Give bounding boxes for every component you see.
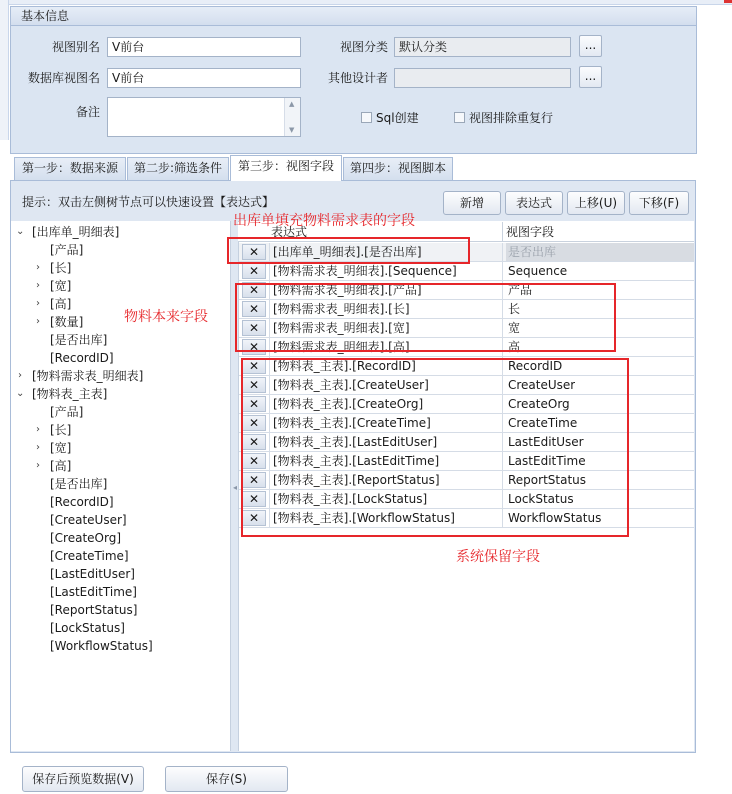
expression-cell[interactable]: [物料表_主表].[LastEditTime] — [273, 454, 440, 468]
tree-node[interactable]: [是否出库] — [50, 477, 108, 491]
tree-node[interactable]: [LastEditTime] — [50, 585, 137, 599]
field-tree[interactable] — [11, 221, 231, 751]
view-field-cell[interactable]: Sequence — [508, 264, 568, 278]
expression-button[interactable]: 表达式 — [505, 191, 563, 215]
delete-row-icon[interactable]: ✕ — [242, 244, 266, 260]
delete-row-icon[interactable]: ✕ — [242, 472, 266, 488]
expression-cell[interactable]: [物料表_主表].[LastEditUser] — [273, 435, 438, 449]
delete-row-icon[interactable]: ✕ — [242, 282, 266, 298]
delete-row-icon[interactable]: ✕ — [242, 301, 266, 317]
tree-node[interactable]: [RecordID] — [50, 495, 114, 509]
tree-node[interactable]: [宽] — [50, 279, 72, 293]
expression-cell[interactable]: [物料表_主表].[CreateUser] — [273, 378, 429, 392]
view-field-cell[interactable]: 是否出库 — [506, 243, 694, 261]
other-designer-picker-button[interactable]: ... — [579, 66, 602, 88]
tree-node[interactable]: [RecordID] — [50, 351, 114, 365]
add-button[interactable]: 新增 — [443, 191, 501, 215]
chevron-right-icon[interactable]: › — [36, 442, 40, 453]
remark-label: 备注 — [75, 105, 100, 119]
tree-node[interactable]: [长] — [50, 423, 72, 437]
annotation-system-fields-box — [241, 358, 629, 537]
tab-data-source[interactable]: 第一步：数据来源 — [14, 157, 126, 180]
expression-cell[interactable]: [物料表_主表].[CreateOrg] — [273, 397, 424, 411]
basic-info-header: 基本信息 — [10, 6, 697, 26]
other-designer-field[interactable] — [394, 68, 571, 88]
view-field-cell[interactable]: CreateTime — [508, 416, 578, 430]
move-down-button[interactable]: 下移(F) — [629, 191, 689, 215]
view-field-cell[interactable]: 产品 — [508, 283, 533, 297]
view-field-cell[interactable]: LastEditUser — [508, 435, 584, 449]
chevron-right-icon[interactable]: › — [36, 316, 40, 327]
db-view-name-label: 数据库视图名 — [27, 71, 100, 85]
save-button[interactable]: 保存(S) — [165, 766, 288, 792]
scroll-up-icon[interactable]: ▲ — [289, 100, 295, 108]
window-corner-accent — [724, 0, 732, 3]
view-field-cell[interactable]: 高 — [508, 340, 521, 354]
annotation-fill-fields-box — [227, 237, 470, 264]
expression-cell[interactable]: [物料表_主表].[CreateTime] — [273, 416, 431, 430]
tab-filter-conditions[interactable]: 第二步:筛选条件 — [127, 157, 229, 180]
tree-node[interactable]: [产品] — [50, 243, 84, 257]
table-row[interactable] — [239, 262, 694, 281]
tree-node[interactable]: [CreateUser] — [50, 513, 127, 527]
db-view-name-input[interactable]: V前台 — [107, 68, 301, 88]
view-field-cell[interactable]: ReportStatus — [508, 473, 587, 487]
chevron-right-icon[interactable]: › — [36, 280, 40, 291]
expression-cell[interactable]: [出库单_明细表].[是否出库] — [273, 245, 422, 259]
annotation-system-fields-text: 系统保留字段 — [456, 549, 540, 565]
tree-node[interactable]: [数量] — [50, 315, 84, 329]
tree-node[interactable]: [ReportStatus] — [50, 603, 138, 617]
view-field-cell[interactable]: WorkflowStatus — [508, 511, 602, 525]
tree-node[interactable]: [宽] — [50, 441, 72, 455]
annotation-fill-fields-text: 出库单填充物料需求表的字段 — [233, 213, 415, 229]
delete-row-icon[interactable]: ✕ — [242, 453, 266, 469]
delete-row-icon[interactable]: ✕ — [242, 491, 266, 507]
sql-create-label: Sql创建 — [376, 111, 419, 125]
delete-row-icon[interactable]: ✕ — [242, 358, 266, 374]
tree-node[interactable]: [长] — [50, 261, 72, 275]
window-left-edge — [0, 0, 9, 140]
tree-node[interactable]: [物料表_主表] — [32, 387, 108, 401]
save-and-preview-button[interactable]: 保存后预览数据(V) — [22, 766, 144, 792]
view-alias-label: 视图别名 — [51, 40, 100, 54]
delete-row-icon[interactable]: ✕ — [242, 377, 266, 393]
chevron-down-icon[interactable]: ⌄ — [16, 388, 25, 399]
expression-cell[interactable]: [物料需求表_明细表].[Sequence] — [273, 264, 457, 278]
annotation-material-fields-text: 物料本来字段 — [124, 309, 208, 325]
column-header-view-field[interactable]: 视图字段 — [506, 225, 555, 239]
move-up-button[interactable]: 上移(U) — [567, 191, 625, 215]
sql-create-checkbox[interactable] — [361, 112, 372, 123]
delete-row-icon[interactable]: ✕ — [242, 263, 266, 279]
tree-node[interactable]: [CreateTime] — [50, 549, 129, 563]
view-category-field[interactable]: 默认分类 — [394, 37, 571, 57]
chevron-right-icon[interactable]: › — [18, 370, 22, 381]
delete-row-icon[interactable]: ✕ — [242, 339, 266, 355]
tree-node[interactable]: [高] — [50, 297, 72, 311]
tree-node[interactable]: [出库单_明细表] — [32, 225, 120, 239]
tree-node[interactable]: [是否出库] — [50, 333, 108, 347]
expression-cell[interactable]: [物料表_主表].[LockStatus] — [273, 492, 428, 506]
view-alias-input[interactable]: V前台 — [107, 37, 301, 57]
expression-cell[interactable]: [物料需求表_明细表].[宽] — [273, 321, 410, 335]
hint-text: 提示：双击左侧树节点可以快速设置【表达式】 — [22, 195, 275, 209]
cell-divider — [269, 262, 270, 281]
tree-node[interactable]: [产品] — [50, 405, 84, 419]
view-field-cell[interactable]: 长 — [508, 302, 521, 316]
scroll-down-icon[interactable]: ▼ — [289, 126, 295, 134]
delete-row-icon[interactable]: ✕ — [242, 415, 266, 431]
expression-cell[interactable]: [物料需求表_明细表].[高] — [273, 340, 410, 354]
exclude-duplicate-checkbox[interactable] — [454, 112, 465, 123]
header-divider — [502, 222, 503, 242]
view-category-picker-button[interactable]: ... — [579, 35, 602, 57]
expression-cell[interactable]: [物料需求表_明细表].[产品] — [273, 283, 422, 297]
tree-node[interactable]: [WorkflowStatus] — [50, 639, 153, 653]
view-field-cell[interactable]: RecordID — [508, 359, 563, 373]
tree-node[interactable]: [LockStatus] — [50, 621, 125, 635]
tree-node[interactable]: [物料需求表_明细表] — [32, 369, 144, 383]
tab-view-fields[interactable]: 第三步：视图字段 — [230, 155, 342, 181]
view-field-cell[interactable]: LockStatus — [508, 492, 574, 506]
column-header-expression[interactable]: 表达式 — [271, 225, 308, 239]
chevron-down-icon[interactable]: ⌄ — [16, 226, 25, 237]
view-field-cell[interactable]: CreateUser — [508, 378, 576, 392]
delete-row-icon[interactable]: ✕ — [242, 320, 266, 336]
expression-cell[interactable]: [物料表_主表].[ReportStatus] — [273, 473, 440, 487]
tree-node[interactable]: [高] — [50, 459, 72, 473]
view-field-cell[interactable]: LastEditTime — [508, 454, 586, 468]
remark-textarea[interactable] — [107, 97, 301, 137]
delete-row-icon[interactable]: ✕ — [242, 434, 266, 450]
annotation-material-fields-box — [235, 283, 616, 352]
delete-row-icon[interactable]: ✕ — [242, 510, 266, 526]
remark-scrollbar[interactable] — [284, 98, 300, 136]
tab-view-script[interactable]: 第四步：视图脚本 — [343, 157, 453, 180]
expression-cell[interactable]: [物料表_主表].[WorkflowStatus] — [273, 511, 455, 525]
expression-cell[interactable]: [物料需求表_明细表].[长] — [273, 302, 410, 316]
view-category-label: 视图分类 — [339, 40, 388, 54]
view-field-cell[interactable]: 宽 — [508, 321, 521, 335]
splitter-arrow-icon[interactable]: ◂ — [233, 483, 238, 492]
expression-cell[interactable]: [物料表_主表].[RecordID] — [273, 359, 416, 373]
window-top-edge — [0, 0, 732, 5]
chevron-right-icon[interactable]: › — [36, 460, 40, 471]
tree-node[interactable]: [LastEditUser] — [50, 567, 135, 581]
cell-divider — [502, 243, 503, 262]
chevron-right-icon[interactable]: › — [36, 424, 40, 435]
chevron-right-icon[interactable]: › — [36, 298, 40, 309]
delete-row-icon[interactable]: ✕ — [242, 396, 266, 412]
other-designer-label: 其他设计者 — [327, 71, 388, 85]
exclude-duplicate-label: 视图排除重复行 — [469, 111, 554, 125]
view-field-cell[interactable]: CreateOrg — [508, 397, 570, 411]
cell-divider — [502, 262, 503, 281]
chevron-right-icon[interactable]: › — [36, 262, 40, 273]
tree-node[interactable]: [CreateOrg] — [50, 531, 122, 545]
